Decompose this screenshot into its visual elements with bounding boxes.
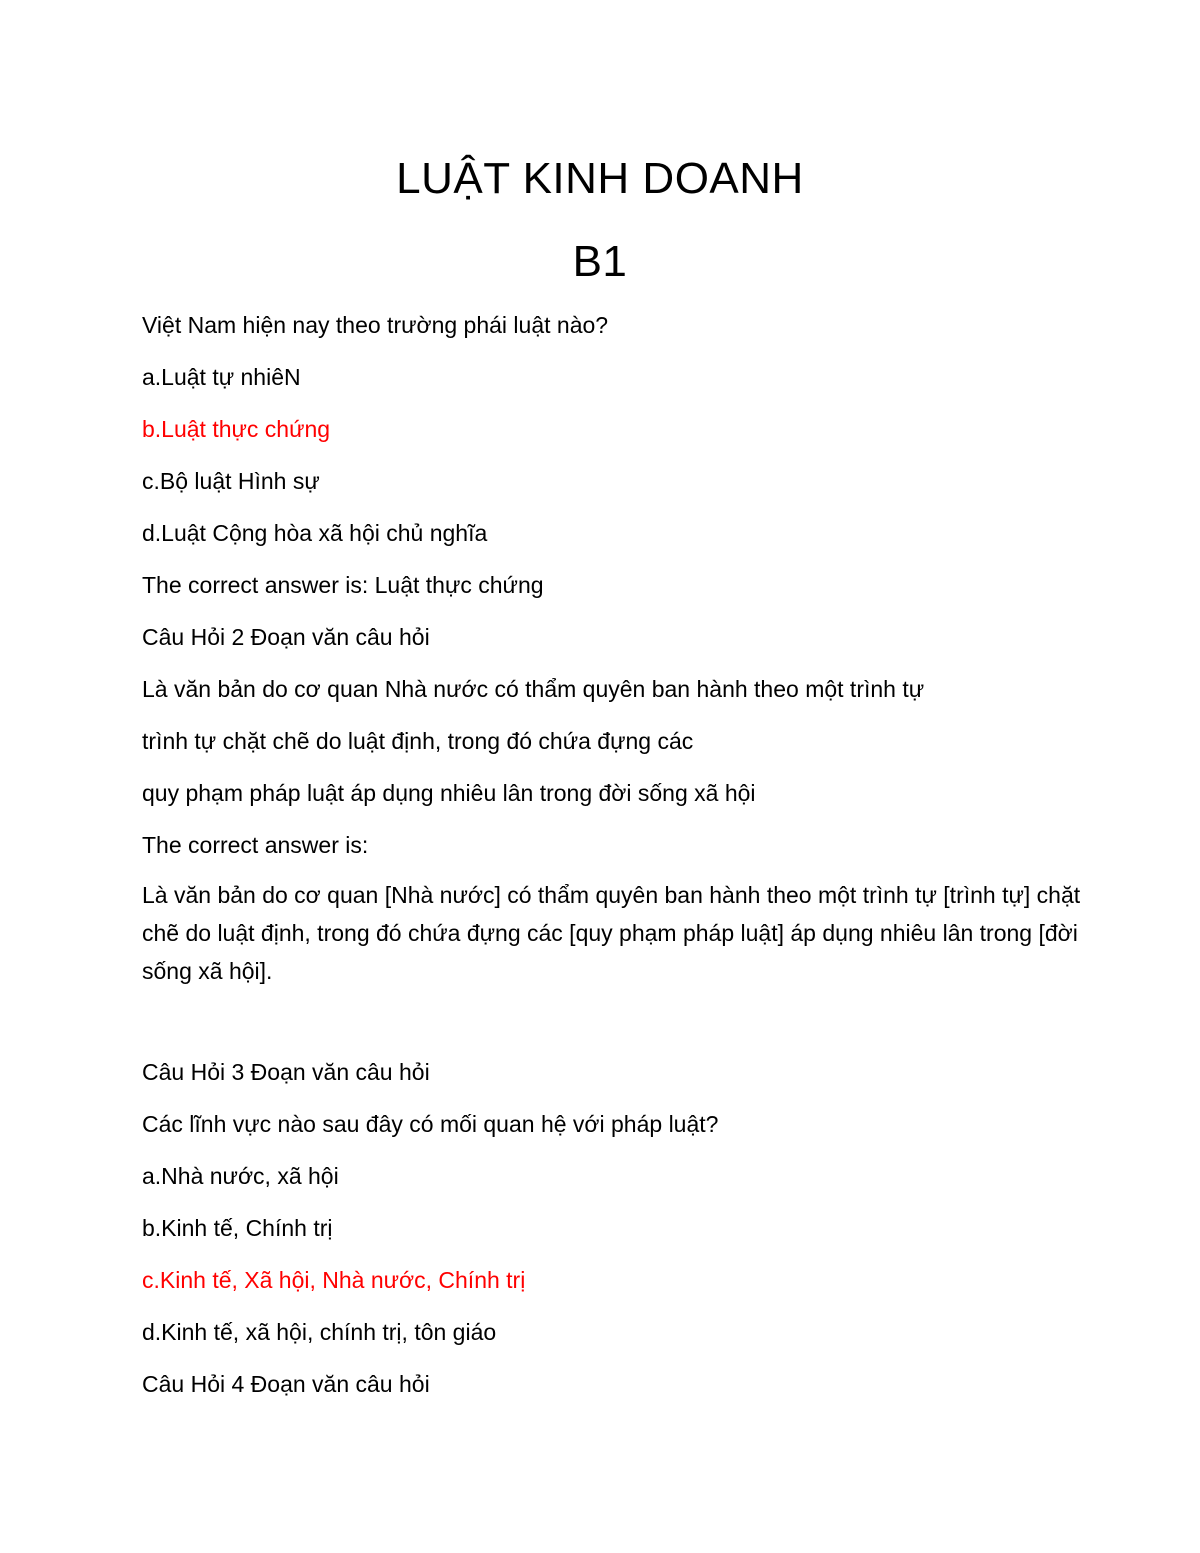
q2-answer-label: The correct answer is: (142, 832, 369, 858)
q1-correct-answer: The correct answer is: Luật thực chứng (142, 572, 544, 598)
q3-heading: Câu Hỏi 3 Đoạn văn câu hỏi (142, 1059, 430, 1085)
q2-text-line-1: Là văn bản do cơ quan Nhà nước có thẩm quyên ban hành theo một trình tự (142, 676, 925, 702)
q3-option-a: a.Nhà nước, xã hội (142, 1163, 339, 1189)
q2-text-line-3: quy phạm pháp luật áp dụng nhiêu lân trong đời sống xã hội (142, 780, 756, 806)
q1-option-c: c.Bộ luật Hình sự (142, 468, 320, 494)
q3-option-d: d.Kinh tế, xã hội, chính trị, tôn giáo (142, 1319, 497, 1345)
document-title: LUẬT KINH DOANH (396, 154, 804, 203)
q2-text-line-2: trình tự chặt chẽ do luật định, trong đó chứa đựng các (142, 728, 694, 754)
q1-option-b-correct: b.Luật thực chứng (142, 416, 331, 442)
document-subtitle: B1 (572, 237, 628, 286)
q3-option-c-correct: c.Kinh tế, Xã hội, Nhà nước, Chính trị (142, 1267, 526, 1293)
q2-answer-text: Là văn bản do cơ quan [Nhà nước] có thẩm quyên ban hành theo một trình tự [trình tự] chặt chẽ do luật định, trong đó chứa đựng các [quy phạm pháp luật] áp dụng nhiêu lân trong [đời sống xã hội]. (142, 882, 1081, 984)
q4-heading: Câu Hỏi 4 Đoạn văn câu hỏi (142, 1371, 430, 1397)
q2-heading: Câu Hỏi 2 Đoạn văn câu hỏi (142, 624, 430, 650)
q1-question: Việt Nam hiện nay theo trường phái luật nào? (142, 312, 609, 338)
q3-question: Các lĩnh vực nào sau đây có mối quan hệ với pháp luật? (142, 1111, 719, 1137)
q3-option-b: b.Kinh tế, Chính trị (142, 1215, 333, 1241)
q1-option-d: d.Luật Cộng hòa xã hội chủ nghĩa (142, 520, 488, 546)
q1-option-a: a.Luật tự nhiêN (142, 364, 301, 390)
